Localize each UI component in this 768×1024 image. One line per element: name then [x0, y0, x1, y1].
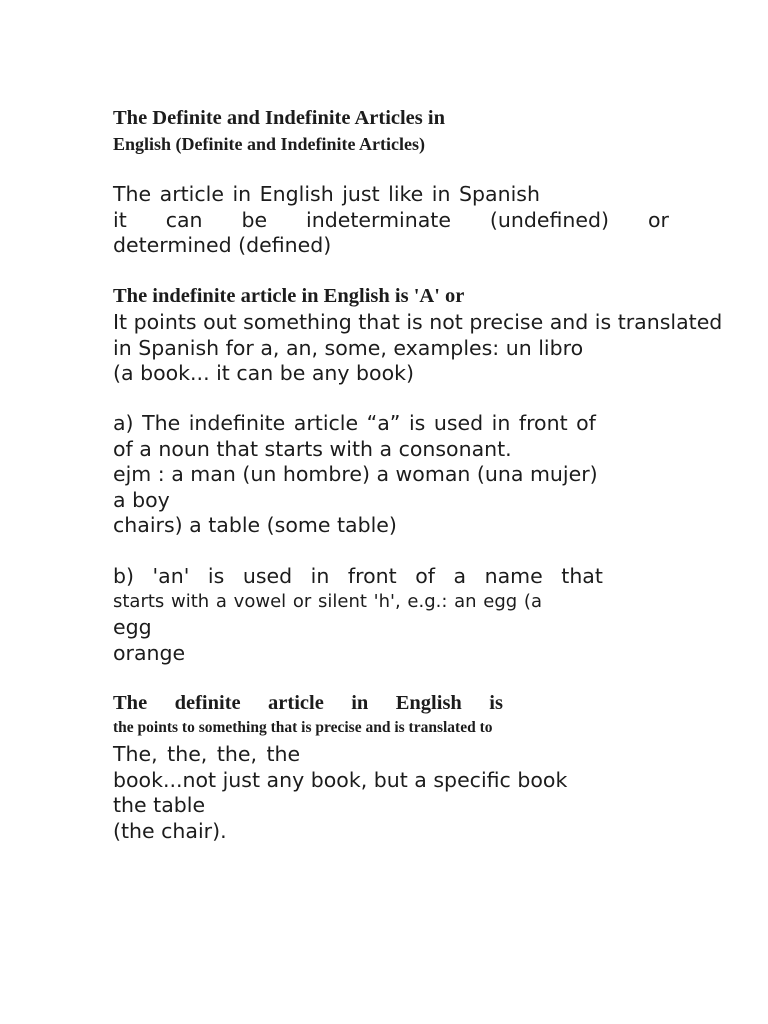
section-b-word: name: [484, 564, 543, 588]
definite-heading-word: The: [113, 692, 148, 714]
document-title-line-1: The Definite and Indefinite Articles in: [113, 107, 445, 129]
intro-word: indeterminate: [306, 208, 451, 232]
section-a-line: a boy: [113, 488, 170, 512]
intro-line-3: determined (defined): [113, 233, 332, 257]
definite-article-heading: [113, 692, 503, 715]
section-b-word: b): [113, 564, 135, 588]
definite-body-line: the table: [113, 793, 206, 817]
section-b-line-3: egg: [113, 615, 152, 639]
definite-body-line: book...not just any book, but a specific book: [113, 768, 568, 792]
section-b-line-2: starts with a vowel or silent 'h', e.g.: an egg (a: [113, 591, 542, 612]
section-b-word: that: [561, 564, 603, 588]
definite-body-line: (the chair).: [113, 819, 227, 843]
indefinite-article-heading: The indefinite article in English is 'A' or: [113, 285, 465, 307]
section-b-line-4: orange: [113, 641, 186, 665]
indefinite-body-line: (a book... it can be any book): [113, 361, 415, 385]
definite-heading-word: English: [395, 692, 462, 714]
section-a-line: ejm : a man (un hombre) a woman (una mujer): [113, 462, 598, 486]
intro-word: be: [241, 208, 268, 232]
definite-heading-word: is: [489, 692, 503, 714]
intro-word: it: [113, 208, 127, 232]
definite-heading-word: article: [268, 692, 324, 714]
section-a-line: of a noun that starts with a consonant.: [113, 437, 512, 461]
section-b-word: used: [242, 564, 293, 588]
definite-body-line: The, the, the, the: [113, 742, 301, 766]
definite-heading-word: in: [351, 692, 369, 714]
definite-heading-word: definite: [174, 692, 241, 714]
section-b-line-1: [113, 564, 603, 588]
indefinite-body-line: It points out something that is not precise and is translated: [113, 310, 723, 334]
section-a-line: a) The indefinite article “a” is used in front of: [113, 411, 596, 435]
definite-subheading: the points to something that is precise and is translated to: [113, 719, 493, 736]
section-b-word: of: [415, 564, 435, 588]
indefinite-body-line: in Spanish for a, an, some, examples: un libro: [113, 336, 584, 360]
document-title-line-2: English (Definite and Indefinite Articles): [113, 134, 426, 154]
intro-word: (undefined): [489, 208, 610, 232]
intro-word: can: [165, 208, 203, 232]
section-b-word: 'an': [152, 564, 190, 588]
section-b-word: front: [347, 564, 397, 588]
section-a-line: chairs) a table (some table): [113, 513, 397, 537]
section-b-word: in: [310, 564, 330, 588]
intro-word: or: [648, 208, 669, 232]
section-b-word: a: [453, 564, 467, 588]
intro-line-1: The article in English just like in Spanish: [113, 182, 540, 206]
section-b-word: is: [207, 564, 225, 588]
intro-line-2: [113, 208, 669, 232]
